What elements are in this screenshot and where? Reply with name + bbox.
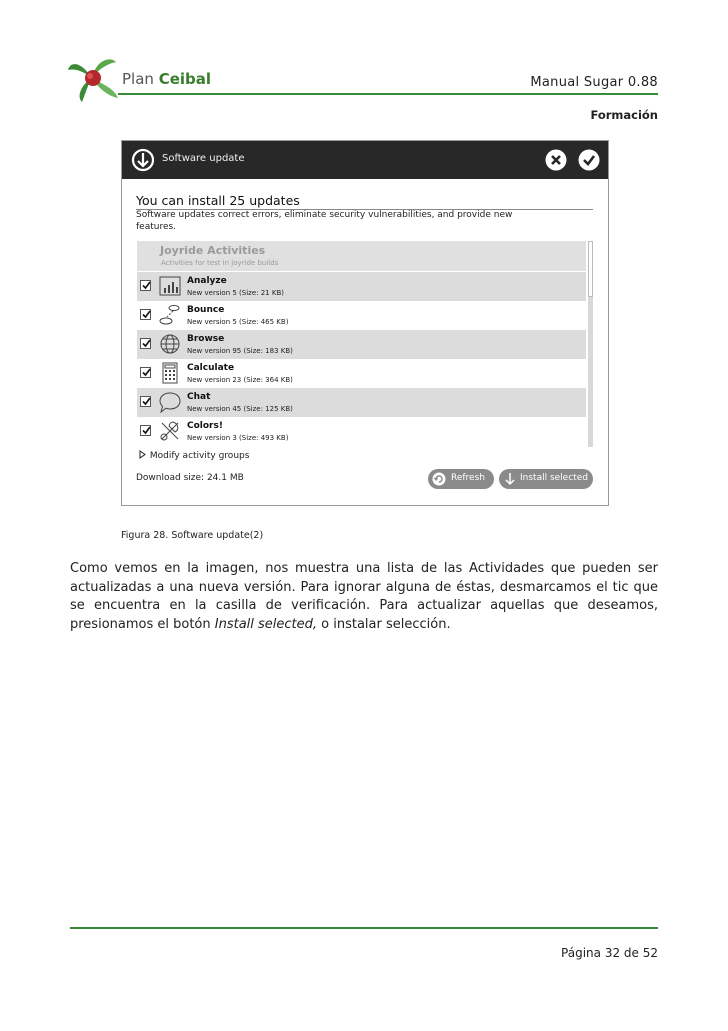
software-update-icon xyxy=(130,147,156,173)
activity-version: New version 5 (Size: 465 KB) xyxy=(187,318,289,326)
analyze-icon xyxy=(159,275,181,297)
browse-icon xyxy=(159,333,181,355)
header-rule xyxy=(118,93,658,95)
checkbox[interactable] xyxy=(140,309,151,320)
checkbox[interactable] xyxy=(140,396,151,407)
modify-groups-expander[interactable] xyxy=(139,450,249,461)
activity-name: Colors! xyxy=(187,421,223,431)
refresh-label: Refresh xyxy=(451,473,485,483)
plan-ceibal-logo xyxy=(66,54,120,104)
modify-label: Modify activity groups xyxy=(149,451,250,461)
list-item[interactable] xyxy=(137,359,586,388)
updates-heading: You can install 25 updates xyxy=(136,193,300,208)
activity-name: Analyze xyxy=(187,276,227,286)
checkbox[interactable] xyxy=(140,338,151,349)
activity-name: Browse xyxy=(187,334,225,344)
list-item[interactable] xyxy=(137,417,586,446)
list-item[interactable] xyxy=(137,330,586,359)
install-selected-button[interactable] xyxy=(499,469,593,489)
activity-name: Calculate xyxy=(187,363,235,373)
activity-name: Chat xyxy=(187,392,211,402)
download-size: Download size: 24.1 MB xyxy=(136,473,244,483)
activity-version: New version 5 (Size: 21 KB) xyxy=(187,289,284,297)
refresh-icon xyxy=(432,472,446,486)
activity-version: New version 45 (Size: 125 KB) xyxy=(187,405,293,413)
software-update-screenshot xyxy=(121,140,609,506)
activity-name: Bounce xyxy=(187,305,225,315)
install-label: Install selected xyxy=(520,473,588,483)
section-label: Formación xyxy=(590,108,658,122)
group-title: Joyride Activities xyxy=(160,244,266,257)
checkmark-icon[interactable] xyxy=(578,149,600,171)
figure-caption: Figura 28. Software update(2) xyxy=(121,530,264,541)
body-paragraph: Como vemos en la imagen, nos muestra una lista de las Actividades que pueden ser actualizadas a una nueva versión. Para ignorar alguna de éstas, desmarcamos el tic que se encuentra en la casilla de verificación. Para actualizar aquellas que deseamos, presionamos el botón Install selected, o instalar selección. xyxy=(70,561,658,632)
activity-version: New version 95 (Size: 183 KB) xyxy=(187,347,293,355)
checkbox[interactable] xyxy=(140,367,151,378)
group-header xyxy=(137,241,586,271)
activity-version: New version 23 (Size: 364 KB) xyxy=(187,376,293,384)
close-icon[interactable] xyxy=(545,149,567,171)
refresh-button[interactable] xyxy=(428,469,494,489)
checkbox[interactable] xyxy=(140,425,151,436)
page-number: Página 32 de 52 xyxy=(561,946,658,960)
expander-arrow-icon xyxy=(139,450,147,459)
colors-icon xyxy=(159,420,181,442)
activity-version: New version 3 (Size: 493 KB) xyxy=(187,434,289,442)
install-selected-emphasis: Install selected, xyxy=(214,616,318,632)
bounce-icon xyxy=(159,304,181,326)
calculate-icon xyxy=(159,362,181,384)
updates-description: Software updates correct errors, eliminate security vulnerabilities, and provide new features. xyxy=(136,210,513,232)
scrollbar-thumb[interactable] xyxy=(588,241,593,297)
chat-icon xyxy=(159,391,181,413)
download-arrow-icon xyxy=(504,472,516,486)
activity-list xyxy=(137,241,586,447)
list-item[interactable] xyxy=(137,388,586,417)
list-item[interactable] xyxy=(137,301,586,330)
manual-title: Manual Sugar 0.88 xyxy=(530,75,658,90)
logo-wordmark: Plan Ceibal xyxy=(122,70,212,88)
window-titlebar xyxy=(122,141,608,179)
footer-rule xyxy=(70,927,658,929)
group-subtitle: Activities for test in joyride builds xyxy=(161,259,279,267)
list-item[interactable] xyxy=(137,272,586,301)
window-title: Software update xyxy=(162,153,245,164)
checkbox[interactable] xyxy=(140,280,151,291)
